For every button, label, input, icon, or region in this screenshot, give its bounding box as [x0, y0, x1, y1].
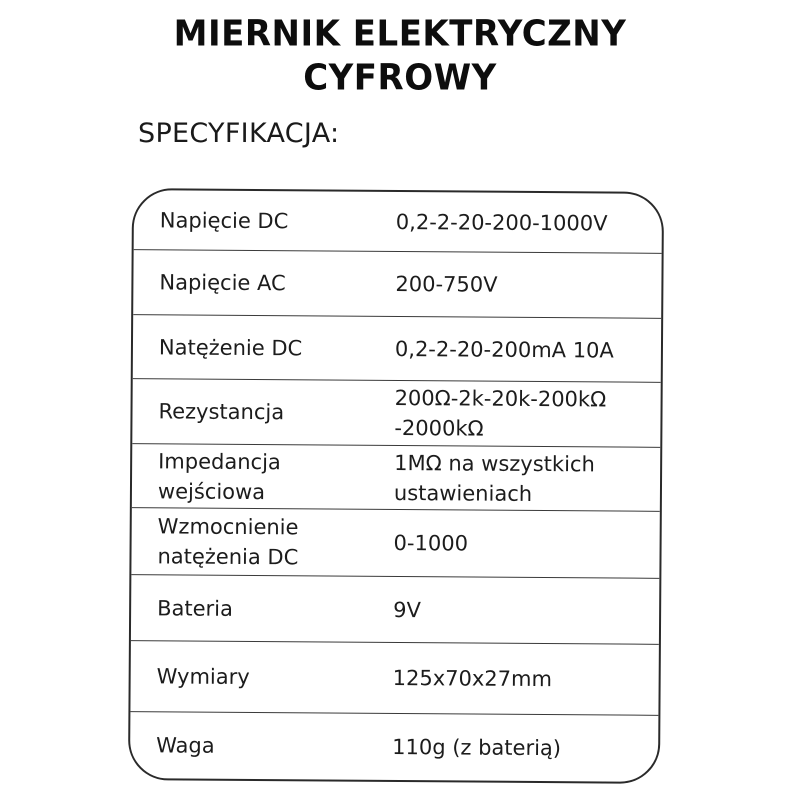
spec-label: Waga	[156, 733, 215, 758]
spec-label: Napięcie AC	[159, 270, 286, 296]
spec-row-dimensions	[130, 641, 658, 716]
spec-label: Bateria	[157, 595, 234, 621]
spec-row-weight	[130, 712, 658, 782]
spec-label: Rezystancja	[158, 399, 285, 425]
spec-value: 125x70x27mm	[392, 665, 553, 692]
spec-row-dc-current	[133, 315, 661, 383]
spec-label: Wzmocnienie natężenia DC	[157, 514, 299, 570]
spec-table	[128, 188, 664, 784]
spec-label: Napięcie DC	[159, 207, 289, 233]
page-title	[0, 12, 800, 100]
spec-label: Natężenie DC	[158, 334, 303, 360]
spec-value: 110g (z baterią)	[392, 734, 562, 761]
spec-row-current-gain	[131, 508, 659, 579]
spec-row-ac-voltage	[133, 250, 661, 319]
spec-row-dc-voltage	[134, 190, 662, 254]
spec-label: Wymiary	[156, 664, 250, 689]
spec-value: 200-750V	[395, 271, 498, 297]
spec-heading: SPECYFIKACJA:	[138, 118, 340, 149]
spec-value: 0,2-2-20-200mA 10A	[394, 336, 614, 363]
title-line-1: MIERNIK ELEKTRYCZNY	[173, 13, 627, 56]
spec-value: 200Ω-2k-20k-200kΩ -2000kΩ	[394, 385, 607, 441]
spec-value: 9V	[393, 597, 421, 622]
spec-value: 0-1000	[393, 530, 469, 556]
spec-value: 1MΩ na wszystkich ustawieniach	[393, 450, 595, 506]
spec-row-battery	[131, 575, 659, 645]
spec-label: Impedancja wejściowa	[157, 448, 281, 504]
spec-value: 0,2-2-20-200-1000V	[395, 209, 608, 235]
spec-row-input-impedance	[132, 444, 660, 512]
spec-row-resistance	[132, 379, 660, 448]
title-line-2: CYFROWY	[303, 57, 497, 99]
